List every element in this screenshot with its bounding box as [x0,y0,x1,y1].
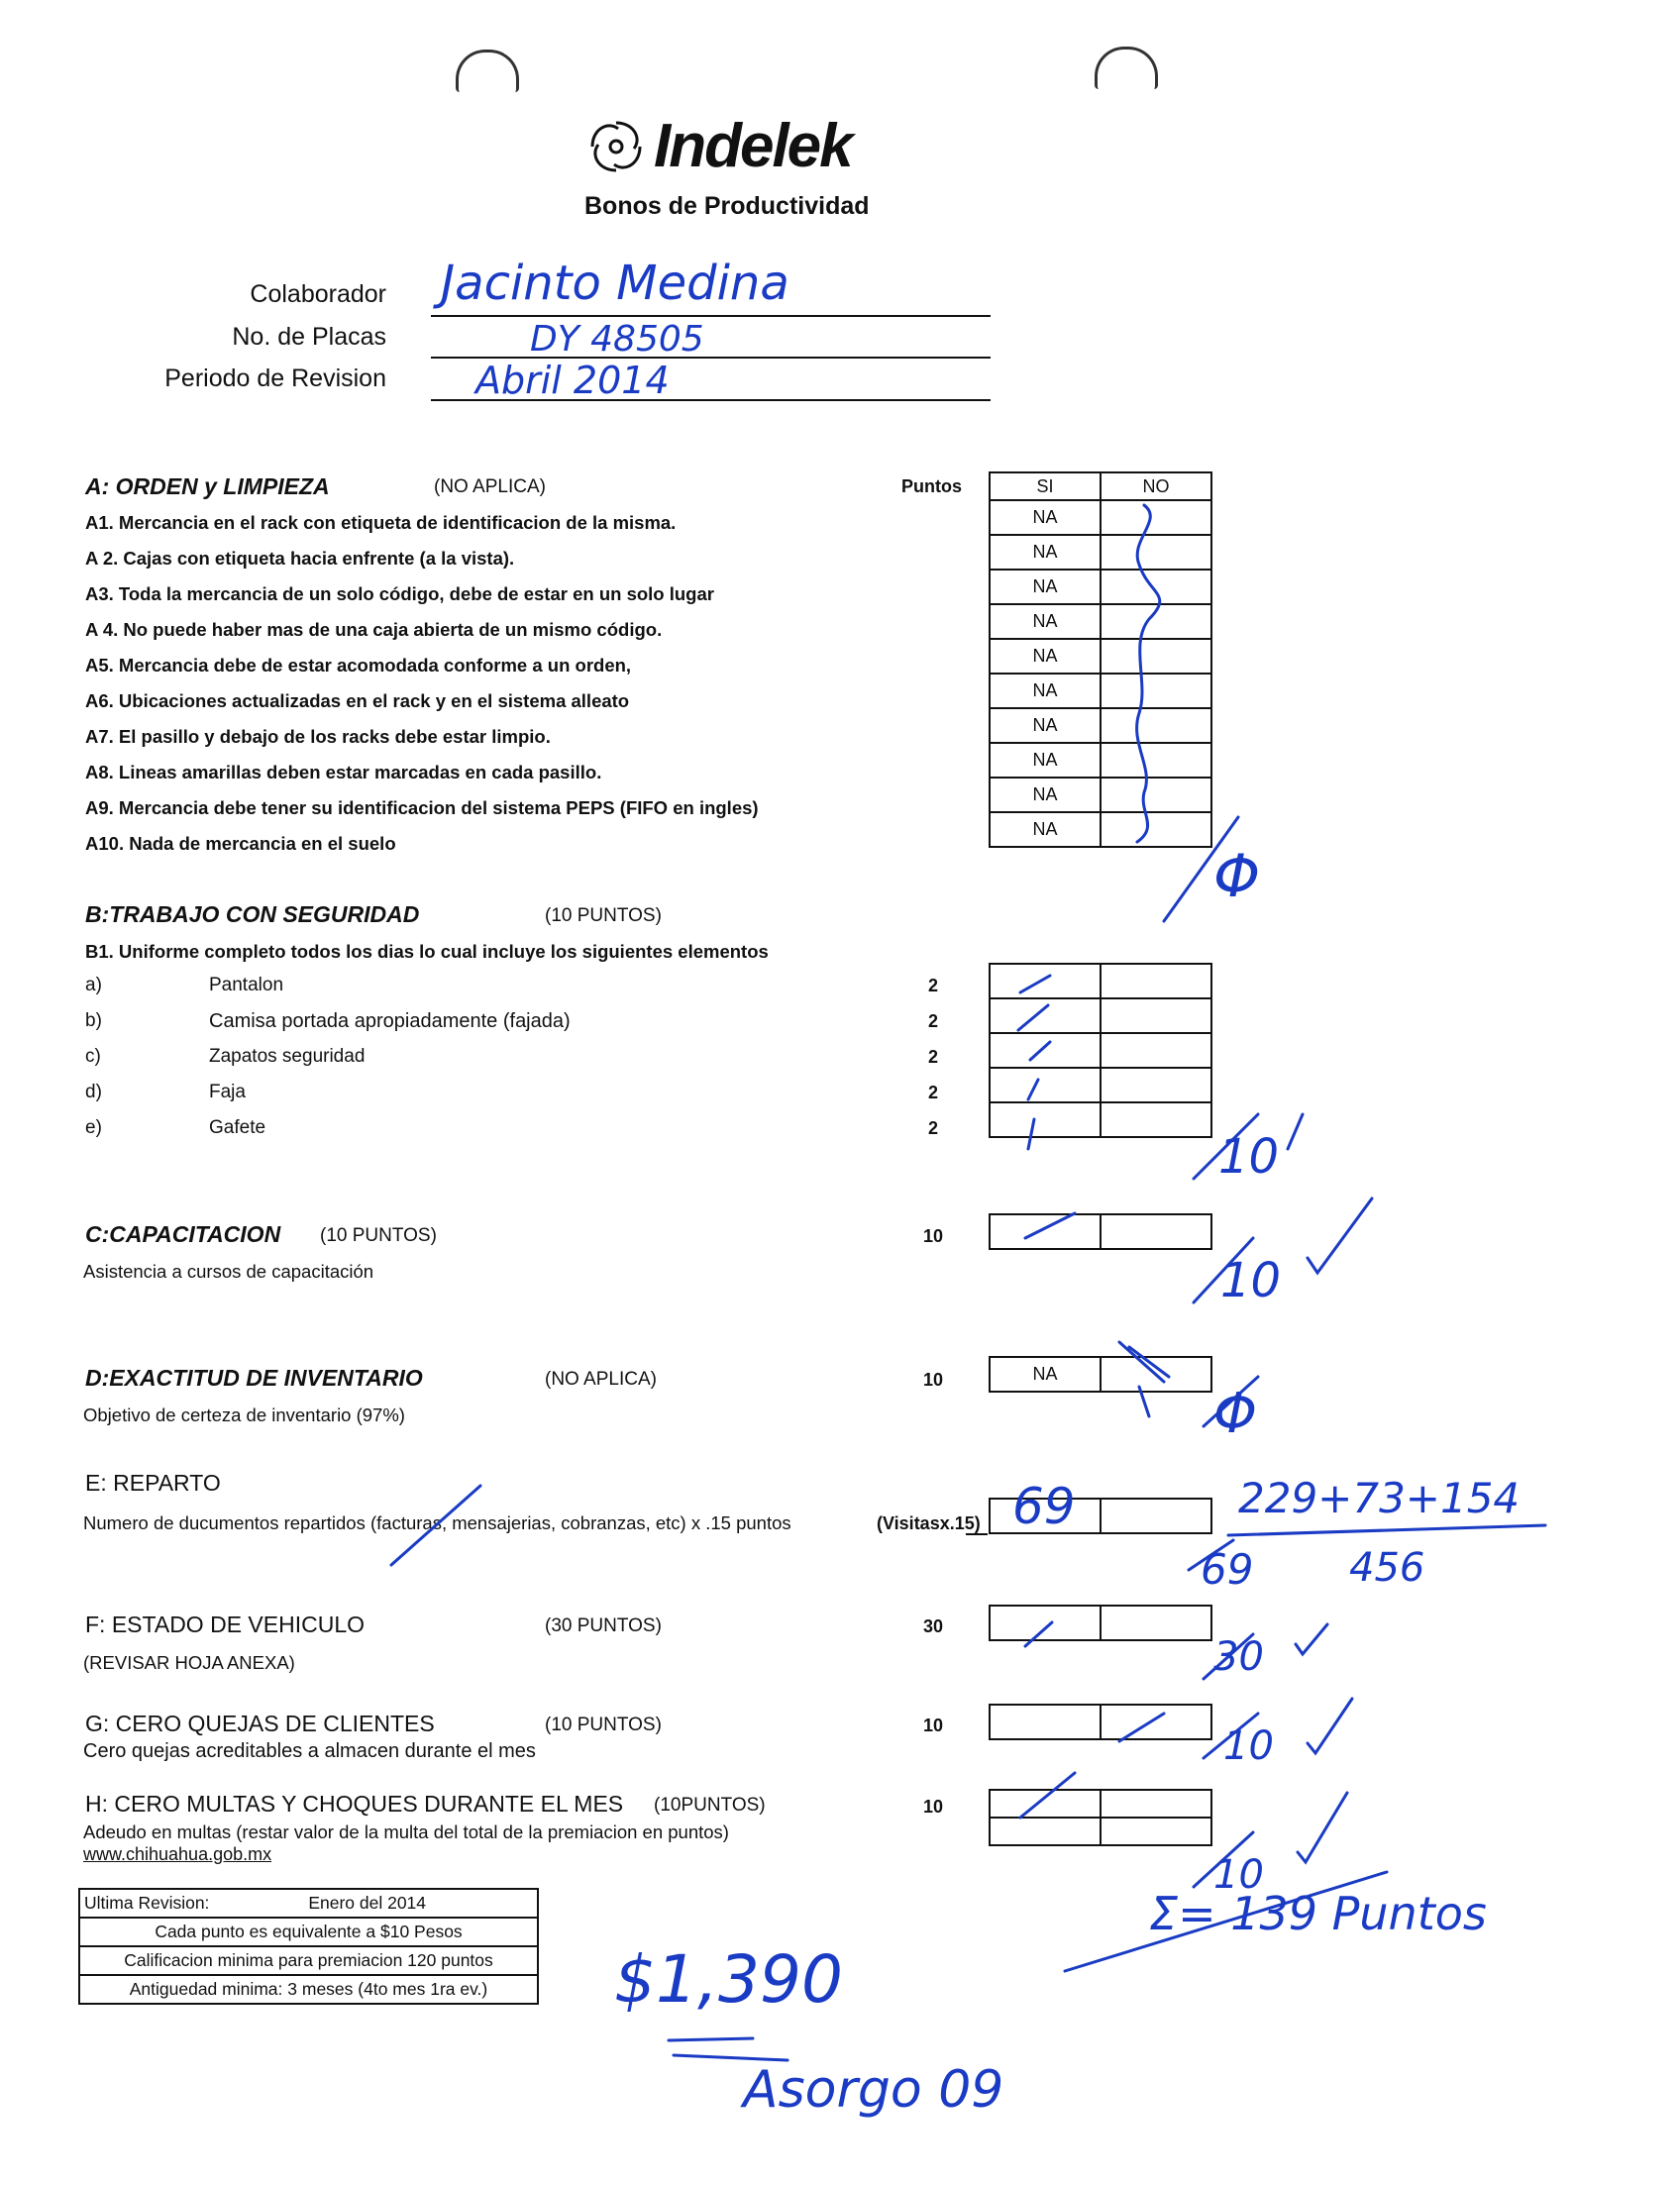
section-a-item-10: A10. Nada de mercancia en el suelo [85,833,396,854]
page-title: Bonos de Productividad [584,192,870,220]
section-a-title: A: ORDEN y LIMPIEZA [85,473,330,499]
a9-si: NA [990,778,1101,812]
logo-text: Indelek [654,112,852,180]
footer-rev-value: Enero del 2014 [308,1893,427,1913]
section-f-score-slash [1204,1634,1253,1679]
check-f [1025,1622,1052,1646]
section-d-title: D:EXACTITUD DE INVENTARIO [85,1365,423,1391]
section-e-calc-slash [1189,1540,1233,1570]
section-b-score-tick [1288,1114,1303,1149]
section-e-calc-left: 69 [1201,1545,1254,1594]
section-c-score: 10 [1220,1253,1282,1308]
check-b-d [1028,1080,1038,1099]
section-f-points: 30 [922,1616,944,1636]
section-c-points: 10 [922,1226,944,1246]
b-item-e-letter: e) [85,1117,102,1138]
section-f-note: (30 PUNTOS) [545,1615,662,1636]
a7-si: NA [990,708,1101,743]
section-e-title: E: REPARTO [85,1470,221,1496]
b-item-c-letter: c) [85,1046,101,1067]
section-d-score-slash [1204,1377,1258,1426]
handwritten-total: Σ= 139 Puntos [1149,1887,1487,1940]
a10-si: NA [990,812,1101,847]
section-a-item-3: A3. Toda la mercancia de un solo código, debe de estar en un solo lugar [85,583,714,604]
b-item-d-text: Faja [209,1082,246,1102]
section-e-desc: Numero de ducumentos repartidos (facturas, mensajerias, cobranzas, etc) x .15 puntos [83,1512,791,1533]
section-g-note: (10 PUNTOS) [545,1715,662,1735]
handwritten-amount: $1,390 [614,1941,843,2018]
placas-value: DY 48505 [530,319,704,360]
b-item-e-points: 2 [927,1118,938,1138]
section-h-url[interactable]: www.chihuahua.gob.mx [83,1844,272,1864]
section-g-title: G: CERO QUEJAS DE CLIENTES [85,1711,435,1736]
check-h [1020,1773,1075,1818]
section-f-score-check [1296,1624,1327,1654]
section-b-note: (10 PUNTOS) [545,905,662,926]
check-g [1119,1714,1164,1741]
no-header: NO [1101,472,1211,500]
check-b-a [1020,976,1050,992]
section-a-item-8: A8. Lineas amarillas deben estar marcadas en cada pasillo. [85,762,602,782]
a8-si: NA [990,743,1101,778]
section-g-desc: Cero quejas acreditables a almacen durante el mes [83,1740,536,1762]
section-g-score-slash [1204,1714,1258,1758]
total-underline [1065,1872,1387,1971]
section-h-score: 10 [1213,1852,1264,1898]
b-item-c-text: Zapatos seguridad [209,1046,366,1067]
section-f-desc: (REVISAR HOJA ANEXA) [83,1652,295,1673]
section-d-note: (NO APLICA) [545,1369,657,1390]
footer-line-1: Cada punto es equivalente a $10 Pesos [79,1918,538,1946]
footer-line-2: Calificacion minima para premiacion 120 puntos [79,1946,538,1975]
b-item-d-points: 2 [927,1083,938,1102]
section-c-note: (10 PUNTOS) [320,1225,437,1246]
b-item-b-text: Camisa portada apropiadamente (fajada) [209,1010,571,1032]
section-h-score-slash [1194,1832,1253,1887]
section-a-item-9: A9. Mercancia debe tener su identificacion del sistema PEPS (FIFO en ingles) [85,797,759,818]
periodo-label: Periodo de Revision [164,364,386,392]
section-g-points: 10 [922,1716,944,1735]
a5-si: NA [990,639,1101,674]
section-b-score: 10 [1218,1129,1280,1185]
a4-si: NA [990,604,1101,639]
section-a-item-5: A5. Mercancia debe de estar acomodada conforme a un orden, [85,655,632,676]
section-a-item-7: A7. El pasillo y debajo de los racks debe estar limpio. [85,726,551,747]
b-item-d-letter: d) [85,1082,102,1102]
check-b-e [1028,1119,1034,1149]
placas-label: No. de Placas [232,323,386,351]
section-e-diagonal [391,1486,480,1565]
section-c-score-slash [1194,1238,1253,1302]
section-c-title: C:CAPACITACION [85,1221,281,1247]
section-f-title: F: ESTADO DE VEHICULO [85,1612,366,1637]
section-f-score: 30 [1213,1634,1264,1680]
section-a-note: (NO APLICA) [434,476,546,497]
footer-rev-label: Ultima Revision: [84,1893,210,1913]
footer-line-3: Antiguedad minima: 3 meses (4to mes 1ra ev.) [79,1975,538,2004]
section-b-title: B:TRABAJO CON SEGURIDAD [85,901,420,927]
section-b-score-slash [1194,1114,1258,1179]
section-a-item-1: A1. Mercancia en el rack con etiqueta de identificacion de la misma. [85,512,677,533]
section-h-score-check [1298,1793,1347,1862]
periodo-value: Abril 2014 [475,359,670,402]
check-b-b [1018,1005,1048,1030]
section-a-item-4: A 4. No puede haber mas de una caja abierta de un mismo código. [85,619,663,640]
section-a-score-slash [1164,817,1238,921]
check-b-c [1030,1042,1050,1060]
section-e-calc-right: 456 [1349,1545,1425,1591]
section-h-desc: Adeudo en multas (restar valor de la multa del total de la premiacion en puntos) [83,1821,729,1842]
puntos-header: Puntos [901,476,962,496]
d-si: NA [990,1357,1101,1392]
section-b-intro: B1. Uniforme completo todos los dias lo cual incluye los siguientes elementos [85,941,769,962]
section-h-note: (10PUNTOS) [654,1795,766,1816]
a3-si: NA [990,570,1101,604]
section-e-calc-top: 229+73+154 [1238,1474,1521,1522]
section-a-item-2: A 2. Cajas con etiqueta hacia enfrente (a la vista). [85,548,515,569]
a2-si: NA [990,535,1101,570]
handwritten-signature: Asorgo 09 [743,2060,1004,2120]
section-d-scribble [1119,1342,1169,1416]
section-a-score: Φ [1213,842,1261,911]
section-e-points-label: (Visitasx.15) [877,1513,981,1533]
b-item-c-points: 2 [927,1047,938,1067]
section-d-desc: Objetivo de certeza de inventario (97%) [83,1405,405,1425]
colaborador-value: Jacinto Medina [441,256,789,311]
amount-underline [669,2038,788,2060]
section-h-points: 10 [922,1797,944,1817]
b-item-b-letter: b) [85,1010,102,1031]
section-a-no-squiggle [1137,505,1160,842]
section-d-score: Φ [1213,1382,1258,1446]
section-g-score: 10 [1223,1723,1274,1769]
colaborador-label: Colaborador [250,280,386,308]
b-item-e-text: Gafete [209,1117,266,1138]
section-h-title: H: CERO MULTAS Y CHOQUES DURANTE EL MES [85,1791,624,1817]
check-c [1025,1213,1075,1238]
b-item-b-points: 2 [927,1011,938,1031]
a6-si: NA [990,674,1101,708]
si-header: SI [990,472,1101,500]
section-e-value: 69 [1012,1478,1076,1535]
section-e-calc-line [1228,1525,1545,1535]
section-c-desc: Asistencia a cursos de capacitación [83,1261,374,1282]
b-item-a-letter: a) [85,975,102,995]
section-d-points: 10 [922,1370,944,1390]
section-c-score-check [1308,1198,1372,1273]
b-item-a-text: Pantalon [209,975,284,995]
section-a-item-6: A6. Ubicaciones actualizadas en el rack y en el sistema alleato [85,690,630,711]
b-item-a-points: 2 [927,976,938,995]
section-g-score-check [1308,1699,1352,1753]
a1-si: NA [990,500,1101,535]
